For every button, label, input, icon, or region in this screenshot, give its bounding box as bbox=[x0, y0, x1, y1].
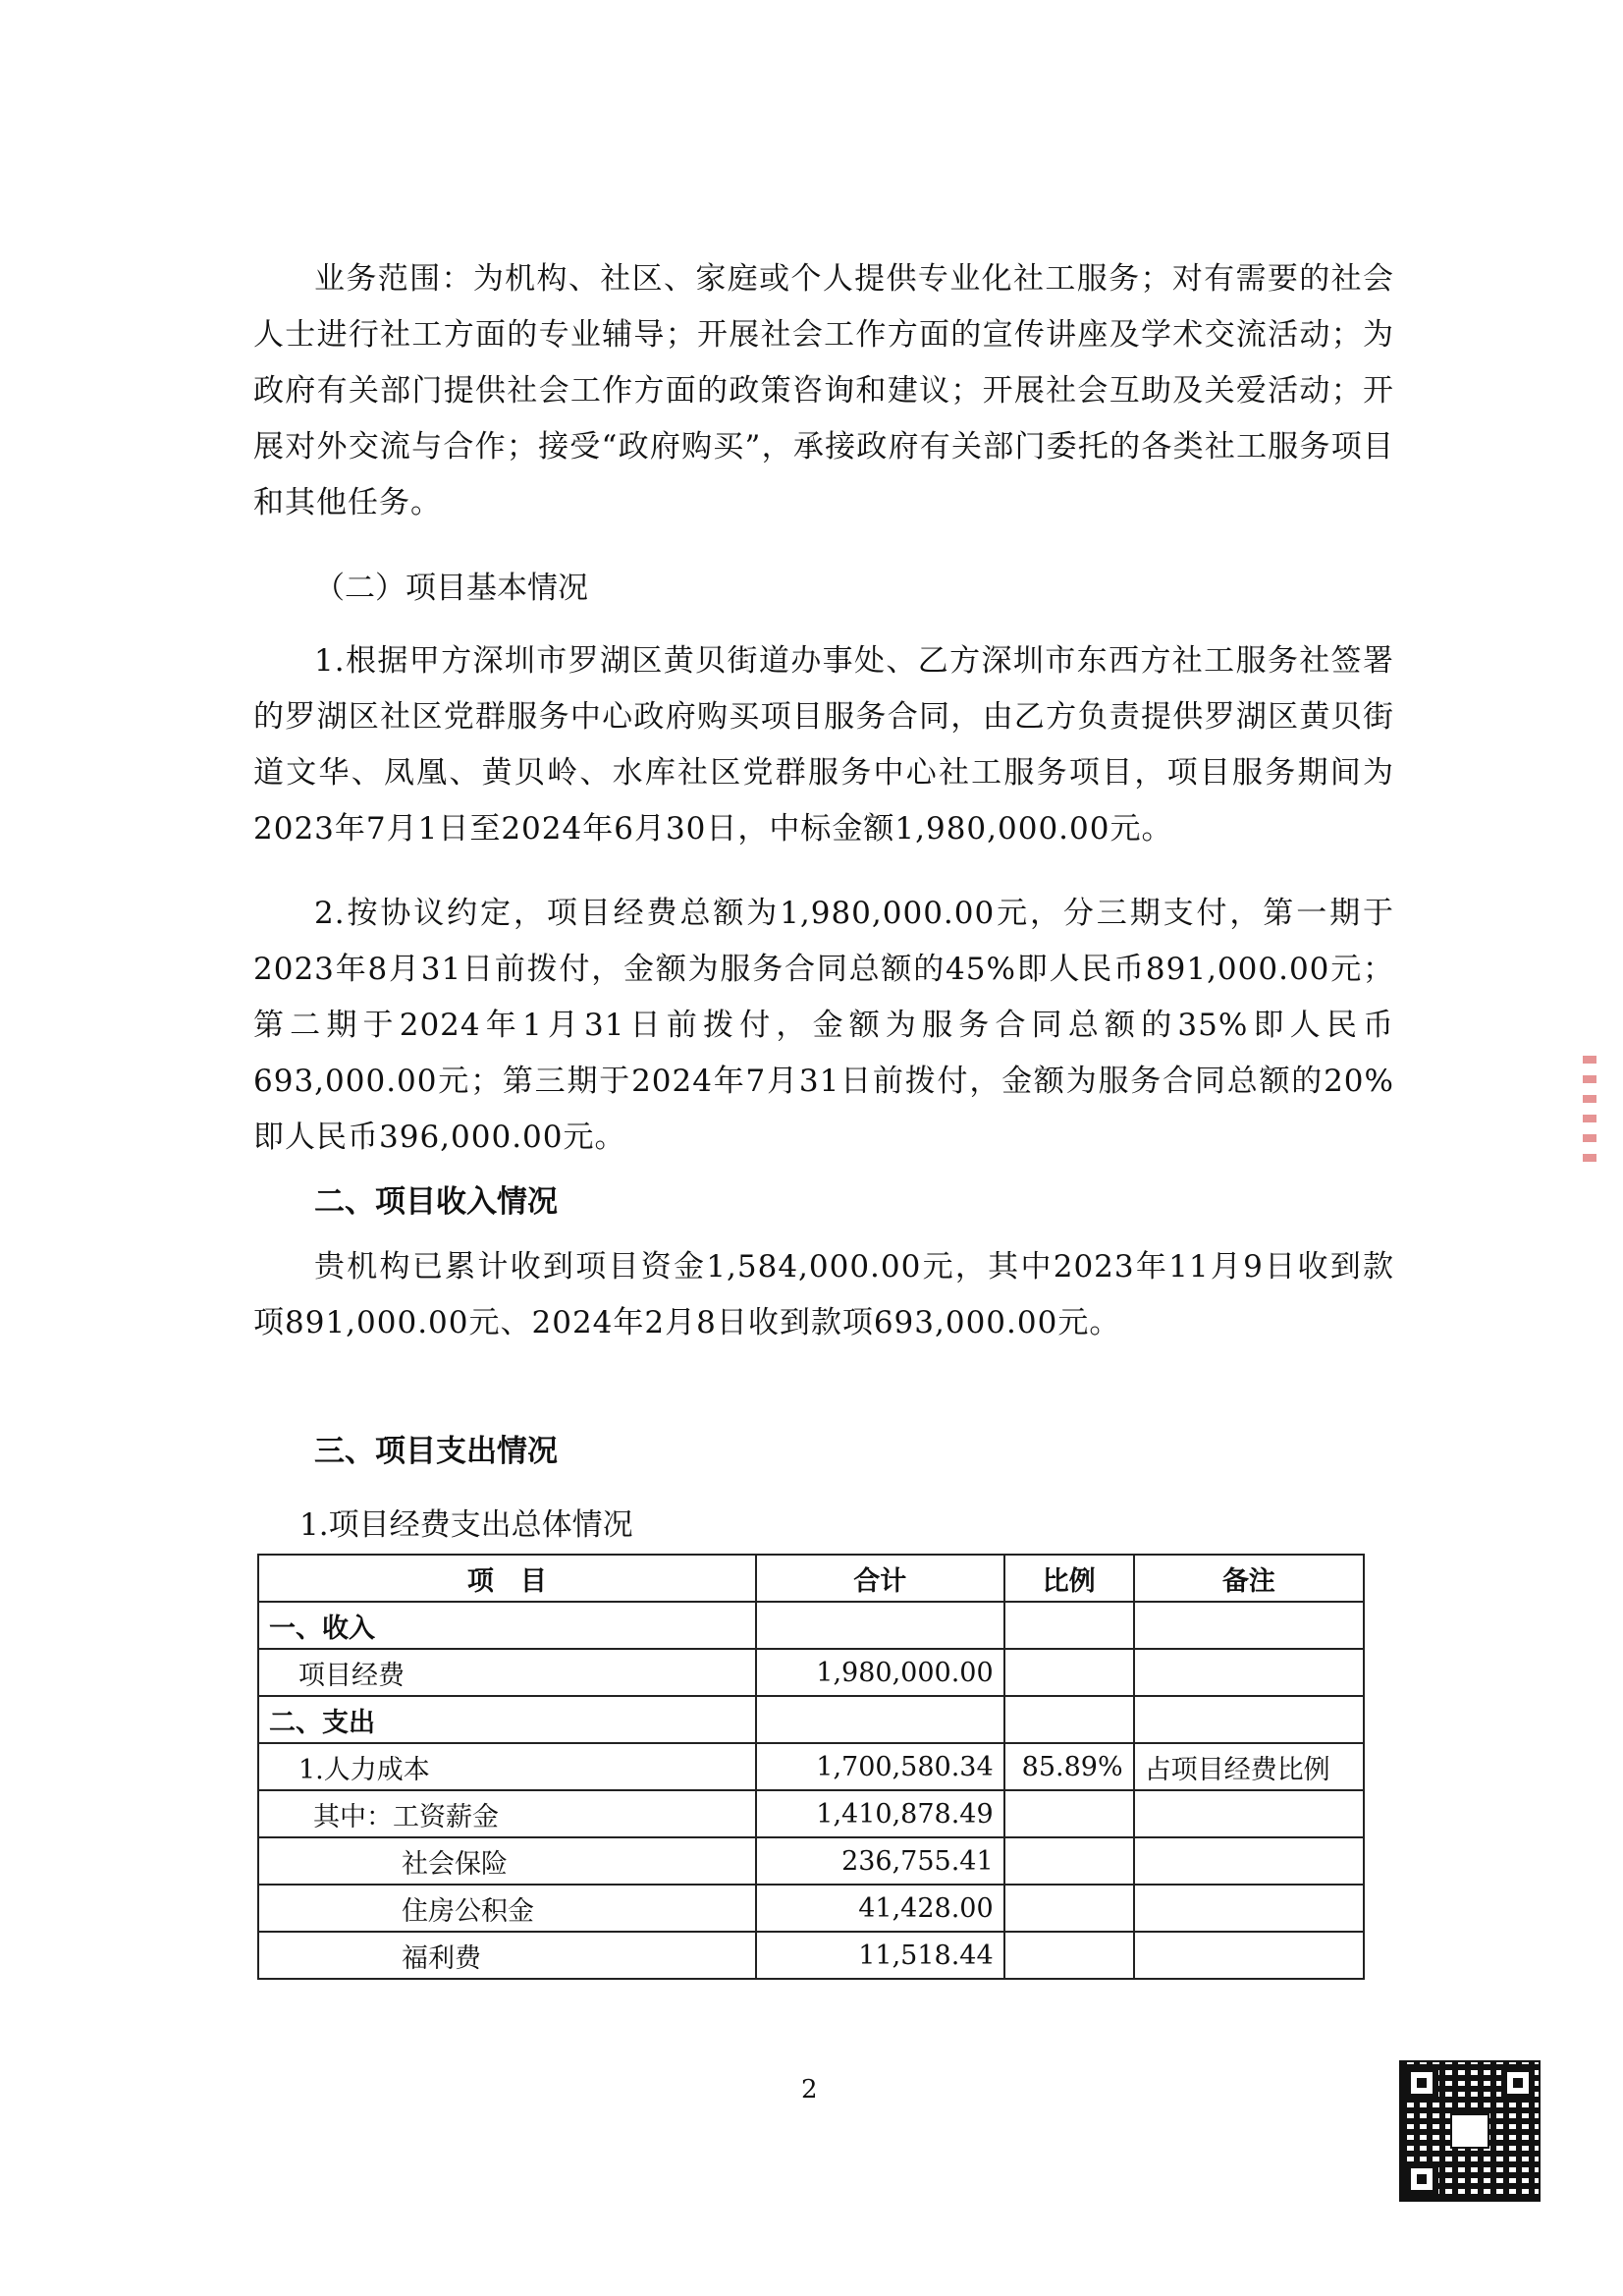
header-note: 备注 bbox=[1134, 1555, 1364, 1602]
expense-table bbox=[257, 1554, 1365, 1980]
qr-code-icon bbox=[1399, 2060, 1541, 2202]
qr-finder-icon bbox=[1405, 2162, 1438, 2196]
payment-terms-paragraph: 2.按协议约定，项目经费总额为1,980,000.00元，分三期支付，第一期于2023年8月31日前拨付，金额为服务合同总额的45%即人民币891,000.00元；第二期于2024年1月31日前拨付，金额为服务合同总额的35%即人民币693,000.00元；第三期于2024年7月31日前拨付，金额为服务合同总额的20%即人民币396,000.00元。 bbox=[253, 896, 1394, 1155]
row-total: 1,700,580.34 bbox=[756, 1743, 1004, 1790]
table-row bbox=[258, 1696, 1364, 1743]
row-ratio bbox=[1004, 1602, 1134, 1649]
table-row bbox=[258, 1932, 1364, 1979]
scope-paragraph: 业务范围：为机构、社区、家庭或个人提供专业化社工服务；对有需要的社会人士进行社工方面的专业辅导；开展社会工作方面的宣传讲座及学术交流活动；为政府有关部门提供社会工作方面的政策咨询和建议；开展社会互助及关爱活动；开展对外交流与合作；接受“政府购买”，承接政府有关部门委托的各类社工服务项目和其他任务。 bbox=[253, 261, 1394, 520]
heading-project-expense: 三、项目支出情况 bbox=[314, 1434, 558, 1469]
table-row bbox=[258, 1790, 1364, 1837]
row-note bbox=[1134, 1602, 1364, 1649]
row-item: 1.人力成本 bbox=[258, 1743, 756, 1790]
row-total bbox=[756, 1696, 1004, 1743]
subheading-expense-overview: 1.项目经费支出总体情况 bbox=[299, 1507, 633, 1543]
contract-paragraph: 1.根据甲方深圳市罗湖区黄贝街道办事处、乙方深圳市东西方社工服务社签署的罗湖区社区党群服务中心政府购买项目服务合同，由乙方负责提供罗湖区黄贝街道文华、凤凰、黄贝岭、水库社区党群服务中心社工服务项目，项目服务期间为2023年7月1日至2024年6月30日，中标金额1,980,000.00元。 bbox=[253, 643, 1394, 847]
qr-finder-icon bbox=[1405, 2066, 1438, 2100]
section-subheading-basic-info: （二）项目基本情况 bbox=[314, 571, 588, 606]
row-total: 1,980,000.00 bbox=[756, 1649, 1004, 1696]
table-row bbox=[258, 1602, 1364, 1649]
row-item: 住房公积金 bbox=[258, 1885, 756, 1932]
heading-project-income: 二、项目收入情况 bbox=[314, 1184, 558, 1220]
table-row bbox=[258, 1649, 1364, 1696]
row-item: 其中：工资薪金 bbox=[258, 1790, 756, 1837]
row-ratio: 85.89% bbox=[1004, 1743, 1134, 1790]
row-note bbox=[1134, 1649, 1364, 1696]
row-note bbox=[1134, 1696, 1364, 1743]
row-item: 项目经费 bbox=[258, 1649, 756, 1696]
row-total: 236,755.41 bbox=[756, 1837, 1004, 1885]
header-item: 项 目 bbox=[258, 1555, 756, 1602]
seal-edge-stamp bbox=[1583, 1056, 1596, 1164]
row-item: 福利费 bbox=[258, 1932, 756, 1979]
row-item: 社会保险 bbox=[258, 1837, 756, 1885]
qr-center-logo-icon bbox=[1450, 2113, 1489, 2149]
row-ratio bbox=[1004, 1790, 1134, 1837]
qr-finder-icon bbox=[1501, 2066, 1535, 2100]
row-note bbox=[1134, 1790, 1364, 1837]
row-ratio bbox=[1004, 1932, 1134, 1979]
row-note bbox=[1134, 1932, 1364, 1979]
row-total: 41,428.00 bbox=[756, 1885, 1004, 1932]
table-row bbox=[258, 1837, 1364, 1885]
row-item: 一、收入 bbox=[258, 1602, 756, 1649]
table-row bbox=[258, 1885, 1364, 1932]
table-row bbox=[258, 1743, 1364, 1790]
row-ratio bbox=[1004, 1885, 1134, 1932]
row-total: 11,518.44 bbox=[756, 1932, 1004, 1979]
row-note: 占项目经费比例 bbox=[1134, 1743, 1364, 1790]
row-ratio bbox=[1004, 1696, 1134, 1743]
row-total bbox=[756, 1602, 1004, 1649]
page-number: 2 bbox=[801, 2075, 818, 2105]
income-paragraph: 贵机构已累计收到项目资金1,584,000.00元，其中2023年11月9日收到款项891,000.00元、2024年2月8日收到款项693,000.00元。 bbox=[253, 1249, 1394, 1340]
row-note bbox=[1134, 1837, 1364, 1885]
row-note bbox=[1134, 1885, 1364, 1932]
row-ratio bbox=[1004, 1649, 1134, 1696]
header-ratio: 比例 bbox=[1004, 1555, 1134, 1602]
row-total: 1,410,878.49 bbox=[756, 1790, 1004, 1837]
row-ratio bbox=[1004, 1837, 1134, 1885]
row-item: 二、支出 bbox=[258, 1696, 756, 1743]
header-total: 合计 bbox=[756, 1555, 1004, 1602]
table-header-row bbox=[258, 1555, 1364, 1602]
